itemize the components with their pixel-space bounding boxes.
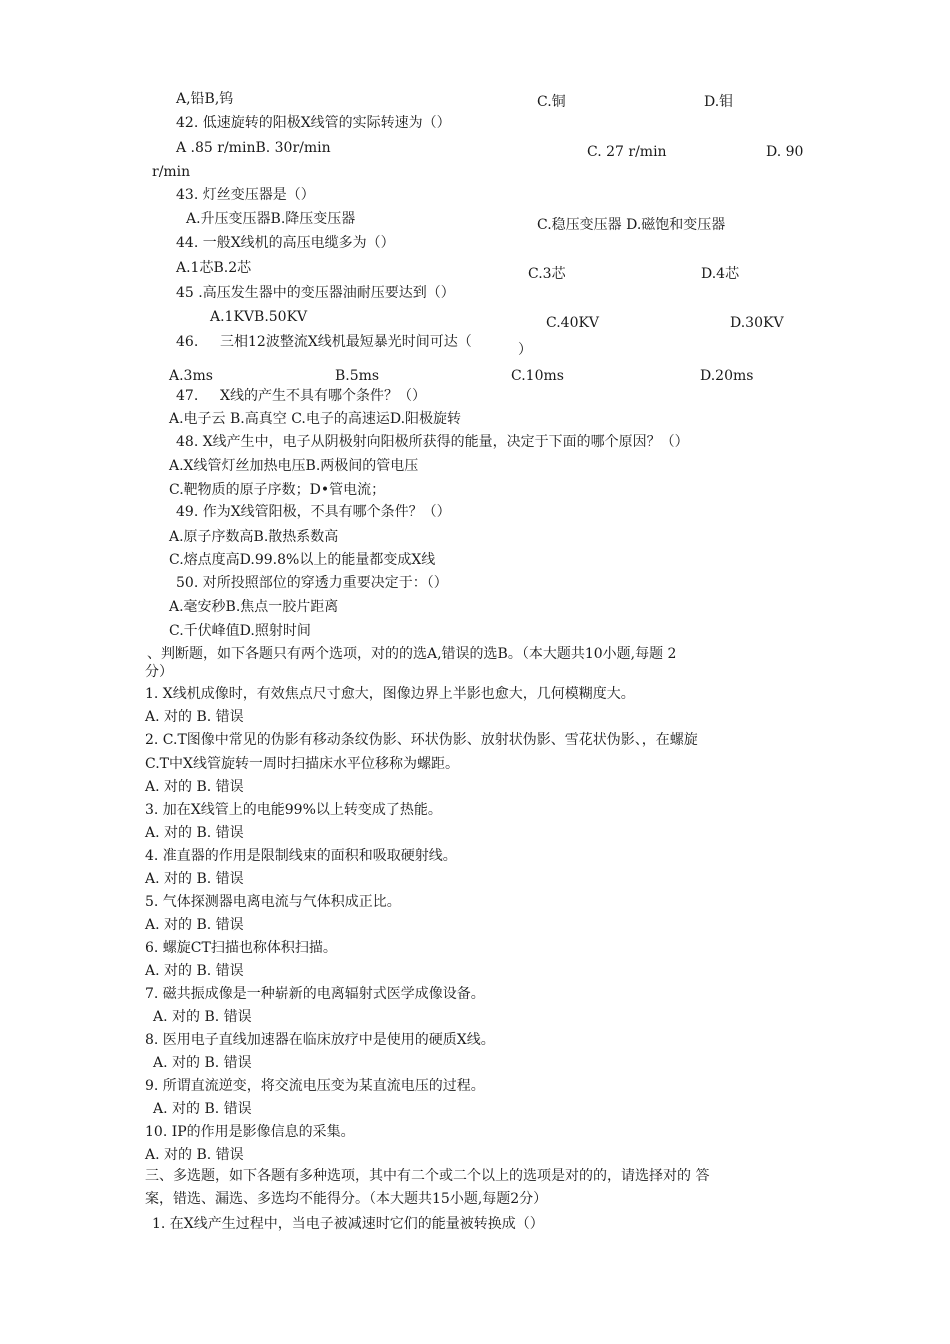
q44-option-d: D.4芯 <box>701 266 740 282</box>
tf-answer-options: A. 对的 B. 错误 <box>145 779 244 795</box>
q50-options-ab: A.毫安秒B.焦点一胶片距离 <box>169 599 339 615</box>
q43-options-ab: A.升压变压器B.降压变压器 <box>186 211 356 227</box>
tf-question-cont: C.T中X线管旋转一周时扫描床水平位移称为螺距。 <box>145 756 459 772</box>
q49-stem: 49. 作为X线管阳极，不具有哪个条件？（） <box>176 504 451 520</box>
tf-question: 1. X线机成像时，有效焦点尺寸愈大，图像边界上半影也愈大，几何模糊度大。 <box>145 686 635 702</box>
q46-option-d: D.20ms <box>700 368 754 384</box>
tf-question: 6. 螺旋CT扫描也称体积扫描。 <box>145 940 337 956</box>
tf-question: 10. IP的作用是影像信息的采集。 <box>145 1124 355 1140</box>
q49-options-cd: C.熔点度高D.99.8%以上的能量都变成X线 <box>169 552 436 568</box>
q42-stem: 42. 低速旋转的阳极X线管的实际转速为（） <box>176 115 451 131</box>
tf-answer-options: A. 对的 B. 错误 <box>153 1055 252 1071</box>
tf-answer-options: A. 对的 B. 错误 <box>145 917 244 933</box>
q42-option-d: D. 90 <box>766 144 804 160</box>
q42-option-c: C. 27 r/min <box>587 144 667 160</box>
q42-option-d-cont: r/min <box>152 164 191 180</box>
q44-options-ab: A.1芯B.2芯 <box>176 260 252 276</box>
q48-options-ab: A.X线管灯丝加热电压B.两极间的管电压 <box>169 458 419 474</box>
q46-option-c: C.10ms <box>511 368 564 384</box>
tf-answer-options: A. 对的 B. 错误 <box>153 1009 252 1025</box>
q47-stem: X线的产生不具有哪个条件？（） <box>220 388 426 404</box>
q48-stem: 48. X线产生中，电子从阴极射向阳极所获得的能量，决定于下面的哪个原因？（） <box>176 434 689 450</box>
q43-stem: 43. 灯丝变压器是（） <box>176 187 315 203</box>
tf-question: 2. C.T图像中常见的伪影有移动条纹伪影、环状伪影、放射状伪影、雪花状伪影、，在螺旋 <box>145 732 698 748</box>
q41-options-ab: A,铅B,钨 <box>176 91 234 107</box>
q49-options-ab: A.原子序数高B.散热系数高 <box>169 529 339 545</box>
tf-answer-options: A. 对的 B. 错误 <box>145 709 244 725</box>
q44-stem: 44. 一般X线机的高压电缆多为（） <box>176 235 395 251</box>
section2-heading-line1: 、判断题，如下各题只有两个选项，对的的选A,错误的选B。（本大题共10小题,每题 2 <box>147 646 677 662</box>
q45-stem: 45 .高压发生器中的变压器油耐压要达到（） <box>176 285 455 301</box>
tf-question: 3. 加在X线管上的电能99%以上转变成了热能。 <box>145 802 442 818</box>
q45-option-d: D.30KV <box>730 315 784 331</box>
section2-heading-line2: 分） <box>145 664 173 680</box>
q46-stem: 三相12波整流X线机最短暴光时间可达（ <box>220 334 472 350</box>
q46-option-a: A.3ms <box>169 368 213 384</box>
q42-options-ab: A .85 r/minB. 30r/min <box>176 140 331 156</box>
tf-question: 9. 所谓直流逆变，将交流电压变为某直流电压的过程。 <box>145 1078 485 1094</box>
section3-heading-line2: 案，错选、漏选、多选均不能得分。（本大题共15小题,每题2分） <box>145 1191 548 1207</box>
tf-answer-options: A. 对的 B. 错误 <box>145 825 244 841</box>
q47-options: A.电子云 B.高真空 C.电子的高速运D.阳极旋转 <box>169 411 462 427</box>
q41-option-d: D.钼 <box>704 94 734 110</box>
q48-options-cd: C.靶物质的原子序数；D•管电流； <box>169 482 386 498</box>
q43-options-cd: C.稳压变压器 D.磁饱和变压器 <box>537 217 726 233</box>
q46-close-paren: ） <box>518 342 532 358</box>
section3-heading-line1: 三、多选题，如下各题有多种选项，其中有二个或二个以上的选项是对的的，请选择对的 答 <box>145 1168 710 1184</box>
tf-question: 8. 医用电子直线加速器在临床放疗中是使用的硬质X线。 <box>145 1032 495 1048</box>
tf-question: 4. 准直器的作用是限制线束的面积和吸取硬射线。 <box>145 848 457 864</box>
tf-answer-options: A. 对的 B. 错误 <box>145 871 244 887</box>
q44-option-c: C.3芯 <box>528 266 566 282</box>
q45-option-c: C.40KV <box>546 315 600 331</box>
tf-answer-options: A. 对的 B. 错误 <box>153 1101 252 1117</box>
q46-number: 46. <box>176 334 199 350</box>
q41-option-c: C.铜 <box>537 94 566 110</box>
q50-options-cd: C.千伏峰值D.照射时间 <box>169 623 311 639</box>
q47-number: 47. <box>176 388 199 404</box>
q50-stem: 50. 对所投照部位的穿透力重要决定于：（） <box>176 575 448 591</box>
tf-answer-options: A. 对的 B. 错误 <box>145 1147 244 1163</box>
q45-options-ab: A.1KVB.50KV <box>210 309 308 325</box>
tf-answer-options: A. 对的 B. 错误 <box>145 963 244 979</box>
tf-question: 5. 气体探测器电离电流与气体积成正比。 <box>145 894 401 910</box>
tf-question: 7. 磁共振成像是一种崭新的电离辐射式医学成像设备。 <box>145 986 485 1002</box>
section3-question-1: 1. 在X线产生过程中，当电子被减速时它们的能量被转换成（） <box>152 1216 544 1232</box>
q46-option-b: B.5ms <box>335 368 380 384</box>
